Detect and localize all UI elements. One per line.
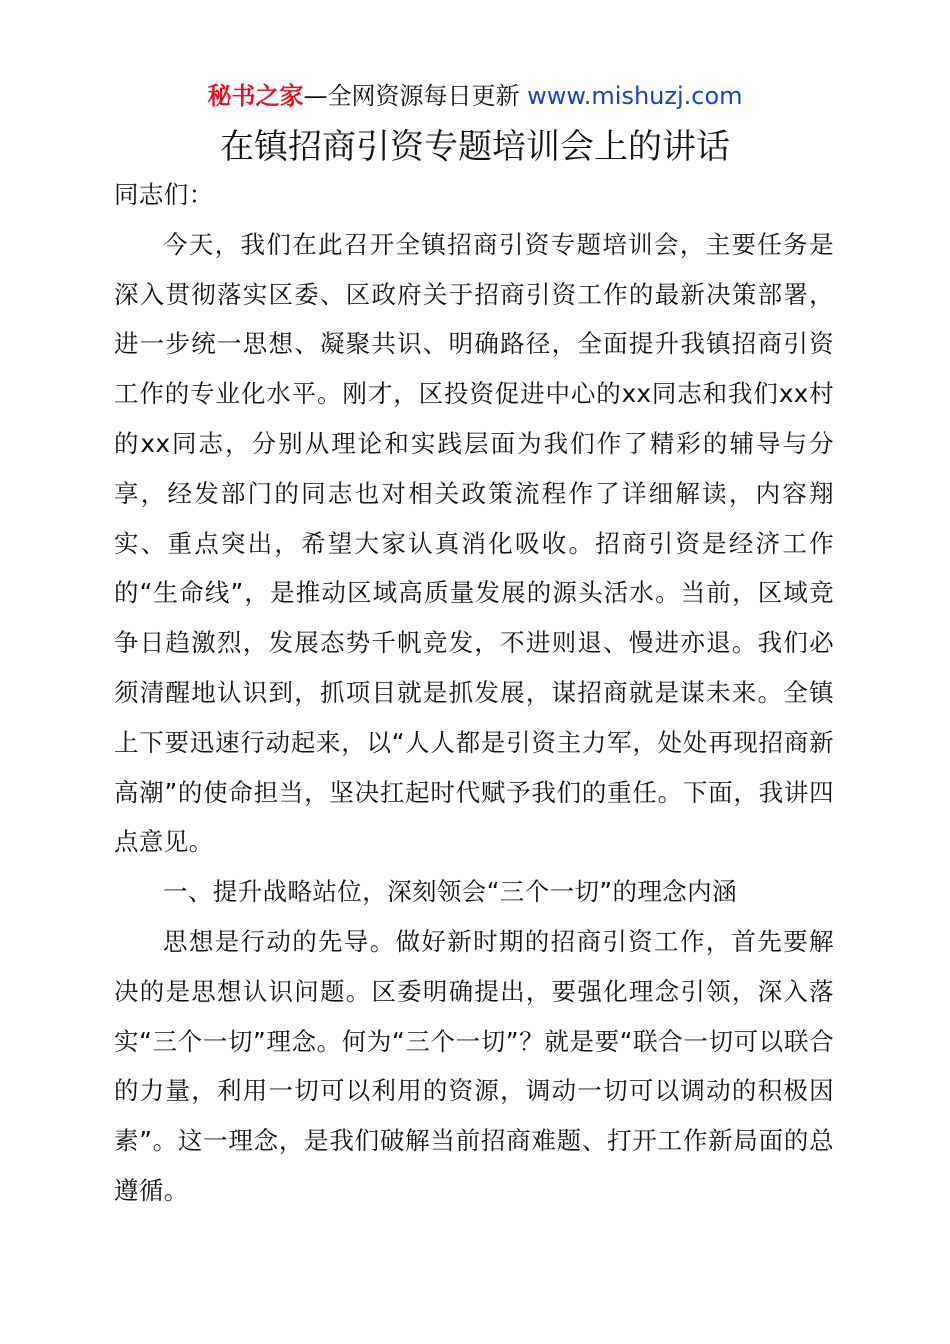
site-slogan: —全网资源每日更新 — [303, 82, 520, 110]
salutation: 同志们： — [114, 180, 214, 209]
paragraph: 今天，我们在此召开全镇招商引资专题培训会，主要任务是深入贯彻落实区委、区政府关于招商引资工作的最新决策部署，进一步统一思想、凝聚共识、明确路径，全面提升我镇招商引资工作的专业化水平。刚才，区投资促进中心的xx同志和我们xx村的xx同志，分别从理论和实践层面为我们作了精彩的辅导与分享，经发部门的同志也对相关政策流程作了详细解读，内容翔实、重点突出，希望大家认真消化吸收。招商引资是经济工作的“生命线”，是推动区域高质量发展的源头活水。当前，区域竞争日趋激烈，发展态势千帆竞发，不进则退、慢进亦退。我们必须清醒地认识到，抓项目就是抓发展，谋招商就是谋未来。全镇上下要迅速行动起来，以“人人都是引资主力军，处处再现招商新高潮”的使命担当，坚决扛起时代赋予我们的重任。下面，我讲四点意见。 — [114, 229, 834, 857]
document-title: 在镇招商引资专题培训会上的讲话 — [220, 127, 730, 167]
document-body — [114, 170, 834, 1216]
site-url[interactable]: www.mishuzj.com — [527, 82, 743, 110]
site-header — [0, 80, 950, 112]
section-heading: 一、提升战略站位，深刻领会“三个一切”的理念内涵 — [163, 877, 737, 907]
brand-name: 秘书之家 — [207, 82, 304, 110]
paragraph: 思想是行动的先导。做好新时期的招商引资工作，首先要解决的是思想认识问题。区委明确提出，要强化理念引领，深入落实“三个一切”理念。何为“三个一切”？就是要“联合一切可以联合的力量，利用一切可以利用的资源，调动一切可以调动的积极因素”。这一理念，是我们破解当前招商难题、打开工作新局面的总遵循。 — [114, 926, 834, 1205]
